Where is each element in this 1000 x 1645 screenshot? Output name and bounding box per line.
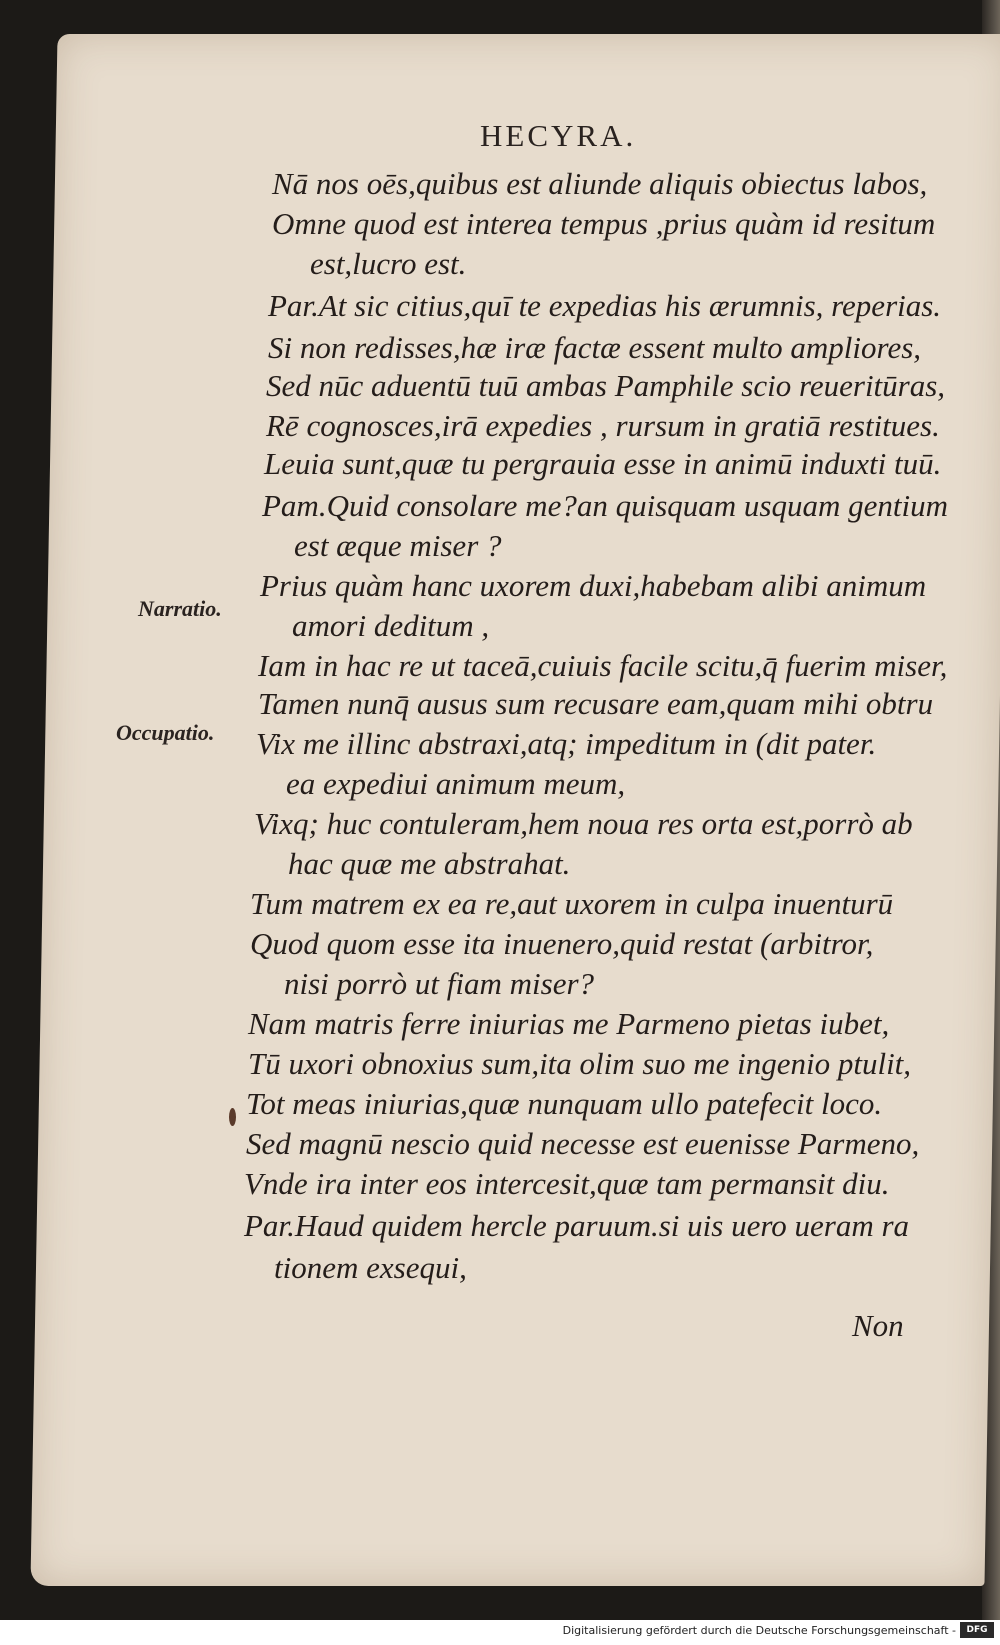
text-line: Quod quom esse ita inuenero,quid restat (arbitror, bbox=[250, 926, 874, 961]
text-line: Iam in hac re ut taceā,cuiuis facile scitu,q̄ fuerim miser, bbox=[258, 648, 948, 683]
text-line: Sed magnū nescio quid necesse est euenisse Parmeno, bbox=[246, 1126, 920, 1161]
text-line: Par.At sic citius,quī te expedias his ærumnis, reperias. bbox=[268, 288, 942, 323]
text-line: hac quæ me abstrahat. bbox=[288, 846, 571, 881]
running-head: HECYRA. bbox=[480, 118, 637, 153]
text-line: Leuia sunt,quæ tu pergrauia esse in animū induxti tuū. bbox=[264, 446, 942, 481]
text-line: amori deditum , bbox=[292, 608, 490, 643]
catchword: Non bbox=[852, 1308, 904, 1343]
text-line: Tamen nunq̄ ausus sum recusare eam,quam mihi obtru bbox=[258, 686, 934, 721]
text-line: Par.Haud quidem hercle paruum.si uis uero ueram ra bbox=[244, 1208, 910, 1243]
footer bbox=[0, 1620, 1000, 1645]
margin-note-narratio: Narratio. bbox=[138, 596, 222, 621]
text-line: Vixq; huc contuleram,hem noua res orta est,porrò ab bbox=[254, 806, 913, 841]
text-line: Rē cognosces,irā expedies , rursum in gratiā restitues. bbox=[266, 408, 940, 443]
text-line: Nam matris ferre iniurias me Parmeno pietas iubet, bbox=[248, 1006, 890, 1041]
text-line: Vix me illinc abstraxi,atq; impeditum in (dit pater. bbox=[256, 726, 877, 761]
text-line: Si non redisses,hæ iræ factæ essent multo ampliores, bbox=[268, 330, 922, 365]
text-line: Vnde ira inter eos intercesit,quæ tam permansit diu. bbox=[244, 1166, 890, 1201]
text-line: Sed nūc aduentū tuū ambas Pamphile scio reueritūras, bbox=[266, 368, 946, 403]
dfg-logo: DFG bbox=[960, 1622, 994, 1638]
text-line: Prius quàm hanc uxorem duxi,habebam alibi animum bbox=[260, 568, 927, 603]
footer-credit: Digitalisierung gefördert durch die Deutsche Forschungsgemeinschaft - bbox=[562, 1624, 956, 1637]
ink-mark bbox=[229, 1108, 236, 1126]
text-line: tionem exsequi, bbox=[274, 1250, 467, 1285]
text-line: Tot meas iniurias,quæ nunquam ullo patefecit loco. bbox=[246, 1086, 883, 1121]
text-line: Tū uxori obnoxius sum,ita olim suo me ingenio ptulit, bbox=[248, 1046, 912, 1081]
text-line: ea expediui animum meum, bbox=[286, 766, 626, 801]
margin-note-occupatio: Occupatio. bbox=[116, 720, 215, 745]
text-line: est æque miser ? bbox=[294, 528, 502, 563]
text-line: Pam.Quid consolare me?an quisquam usquam gentium bbox=[262, 488, 948, 523]
text-line: Omne quod est interea tempus ,prius quàm id resitum bbox=[272, 206, 936, 241]
text-line: Tum matrem ex ea re,aut uxorem in culpa inuenturū bbox=[250, 886, 894, 921]
text-line: est,lucro est. bbox=[310, 246, 467, 281]
text-line: nisi porrò ut fiam miser? bbox=[284, 966, 595, 1001]
text-line: Nā nos oēs,quibus est aliunde aliquis obiectus labos, bbox=[272, 166, 928, 201]
